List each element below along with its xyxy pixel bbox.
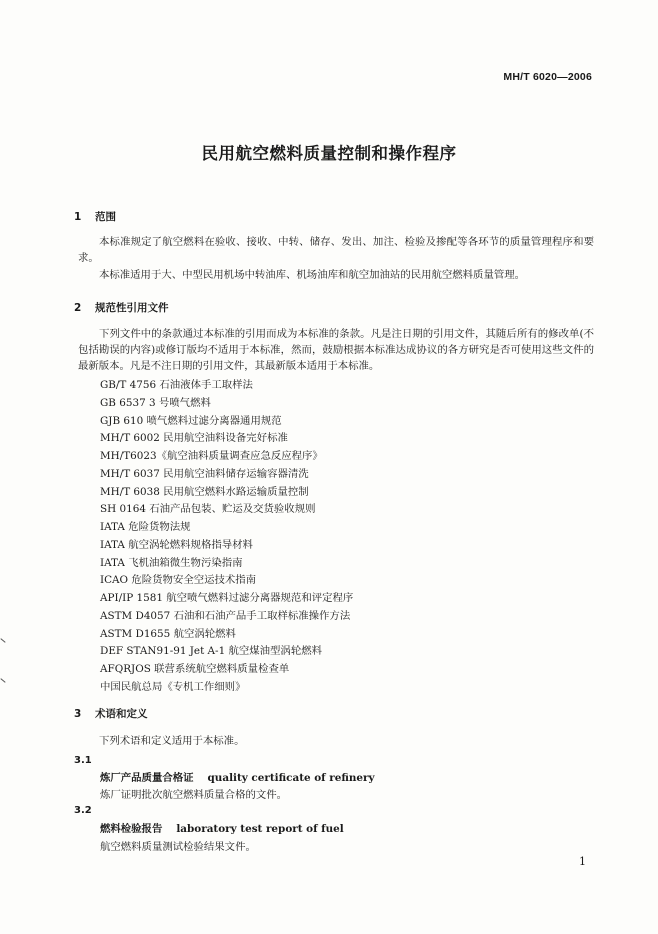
section-2-heading <box>74 300 169 315</box>
section-3-heading <box>74 706 148 721</box>
list-item: IATA 航空涡轮燃料规格指导材料 <box>100 538 253 551</box>
subclause-number: 3.1 <box>74 755 92 766</box>
list-item: MH/T6023《航空油料质量调查应急反应程序》 <box>100 450 323 462</box>
binding-mark <box>0 638 5 643</box>
section-number: 2 <box>74 302 82 314</box>
page-number: 1 <box>579 855 586 868</box>
binding-mark <box>0 678 5 683</box>
list-item: ASTM D4057 石油和石油产品手工取样标准操作方法 <box>100 609 351 622</box>
list-item: GB/T 4756 石油液体手工取样法 <box>100 379 253 391</box>
section-number: 1 <box>74 211 82 223</box>
normative-reference-list <box>100 377 353 697</box>
list-item: ASTM D1655 航空涡轮燃料 <box>100 627 236 640</box>
section-title: 规范性引用文件 <box>95 302 169 314</box>
list-item: IATA 飞机油箱微生物污染指南 <box>100 556 243 569</box>
term-english: quality certificate of refinery <box>207 772 375 784</box>
terms-intro-paragraph: 下列术语和定义适用于本标准。 <box>99 735 245 747</box>
list-item: IATA 危险货物法规 <box>100 521 191 533</box>
list-item: MH/T 6038 民用航空燃料水路运输质量控制 <box>100 485 309 498</box>
list-item: MH/T 6037 民用航空油料储存运输容器清洗 <box>100 467 309 480</box>
section-title: 范围 <box>95 211 116 223</box>
list-item: AFQRJOS 联营系统航空燃料质量检查单 <box>100 663 290 675</box>
standard-code: MH/T 6020—2006 <box>503 71 592 83</box>
section-number: 3 <box>74 708 82 720</box>
list-item: MH/T 6002 民用航空油料设备完好标准 <box>100 432 288 445</box>
list-item: ICAO 危险货物安全空运技术指南 <box>100 574 257 587</box>
list-item: GB 6537 3 号喷气燃料 <box>100 396 211 409</box>
scope-paragraph-1: 本标准规定了航空燃料在验收、接收、中转、储存、发出、加注、检验及掺配等各环节的质量管理程序和要求。 <box>78 236 594 264</box>
section-1-heading <box>74 209 116 224</box>
subclause-number: 3.2 <box>74 805 92 816</box>
section-title: 术语和定义 <box>95 708 148 720</box>
document-title: 民用航空燃料质量控制和操作程序 <box>201 144 457 163</box>
term-english: laboratory test report of fuel <box>176 823 344 835</box>
term-definition: 航空燃料质量测试检验结果文件。 <box>100 841 256 853</box>
scope-paragraph-2: 本标准适用于大、中型民用机场中转油库、机场油库和航空加油站的民用航空燃料质量管理。 <box>99 269 526 281</box>
list-item: API/IP 1581 航空喷气燃料过滤分离器规范和评定程序 <box>100 592 354 604</box>
normative-intro-paragraph: 下列文件中的条款通过本标准的引用而成为本标准的条款。凡是注日期的引用文件，其随后所有的修改单(不包括勘误的内容)或修订版均不适用于本标准，然而，鼓励根据本标准达成协议的各方研究是否可使用这些文件的最新版本。凡是不注日期的引用文件，其最新版本适用于本标准。 <box>78 328 594 372</box>
term-entry <box>100 820 344 835</box>
list-item: 中国民航总局《专机工作细则》 <box>100 680 246 693</box>
list-item: SH 0164 石油产品包装、贮运及交货验收规则 <box>100 503 316 516</box>
term-chinese: 炼厂产品质量合格证 <box>100 772 194 784</box>
term-definition: 炼厂证明批次航空燃料质量合格的文件。 <box>100 789 288 801</box>
term-entry <box>100 769 375 784</box>
list-item: GJB 610 喷气燃料过滤分离器通用规范 <box>100 414 282 427</box>
list-item: DEF STAN91-91 Jet A-1 航空煤油型涡轮燃料 <box>100 645 322 658</box>
term-chinese: 燃料检验报告 <box>100 823 163 835</box>
